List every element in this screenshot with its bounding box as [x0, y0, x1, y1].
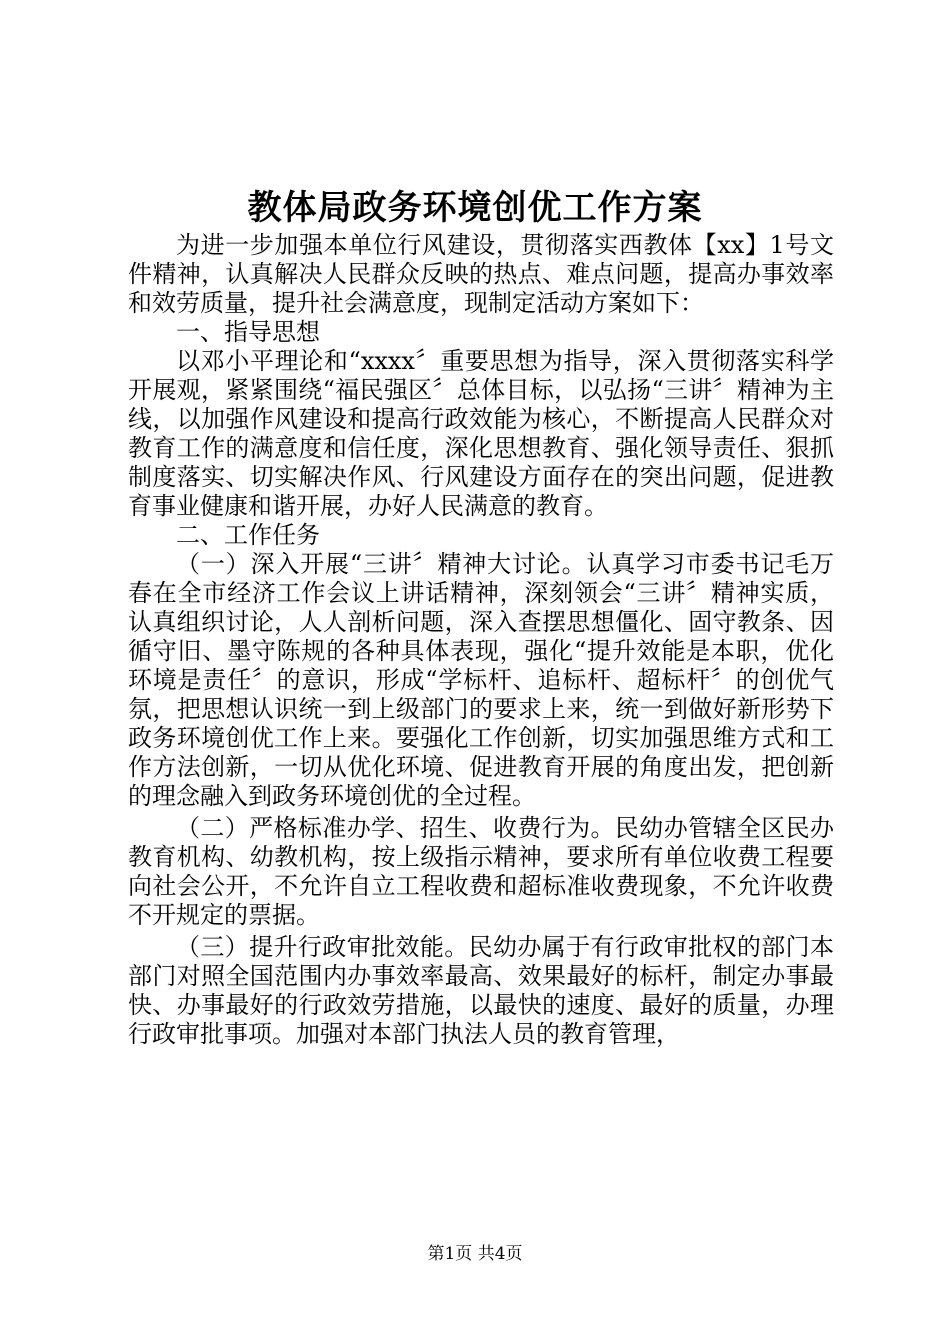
page-footer: 第1页 共4页: [427, 1244, 523, 1264]
intro-paragraph: 为进一步加强本单位行风建设，贯彻落实西教体【xx】1号文件精神，认真解决人民群众反映的热点、难点问题，提高办事效率和效劳质量，提升社会满意度，现制定活动方案如下：: [128, 231, 834, 317]
section-heading-work-tasks: 二、工作任务: [176, 521, 320, 549]
task-2-paragraph: （二）严格标准办学、招生、收费行为。民幼办管辖全区民办教育机构、幼教机构，按上级指示精神，要求所有单位收费工程要向社会公开，不允许自立工程收费和超标准收费现象，不允许收费不开规定的票据。: [128, 814, 834, 929]
section-heading-guiding-ideology: 一、指导思想: [176, 318, 320, 346]
task-3-paragraph: （三）提升行政审批效能。民幼办属于有行政审批权的部门本部门对照全国范围内办事效率最高、效果最好的标杆，制定办事最快、办事最好的行政效劳措施，以最快的速度、最好的质量，办理行政审批事项。加强对本部门执法人员的教育管理，: [128, 933, 834, 1048]
document-title: 教体局政务环境创优工作方案: [247, 188, 703, 228]
document-body: [128, 231, 834, 1049]
guiding-ideology-paragraph: 以邓小平理论和“xxxx〞重要思想为指导，深入贯彻落实科学开展观，紧紧围绕“福民强区〞总体目标，以弘扬“三讲〞精神为主线，以加强作风建设和提高行政效能为核心，不断提高人民群众对教育工作的满意度和信任度，深化思想教育、强化领导责任、狠抓制度落实、切实解决作风、行风建设方面存在的突出问题，促进教育事业健康和谐开展，办好人民满意的教育。: [128, 347, 834, 520]
task-1-paragraph: （一）深入开展“三讲〞精神大讨论。认真学习市委书记毛万春在全市经济工作会议上讲话精神，深刻领会“三讲〞精神实质，认真组织讨论，人人剖析问题，深入查摆思想僵化、固守教条、因循守旧、墨守陈规的各种具体表现，强化“提升效能是本职，优化环境是责任〞的意识，形成“学标杆、追标杆、超标杆〞的创优气氛，把思想认识统一到上级部门的要求上来，统一到做好新形势下政务环境创优工作上来。要强化工作创新，切实加强思维方式和工作方法创新，一切从优化环境、促进教育开展的角度出发，把创新的理念融入到政务环境创优的全过程。: [128, 550, 834, 810]
